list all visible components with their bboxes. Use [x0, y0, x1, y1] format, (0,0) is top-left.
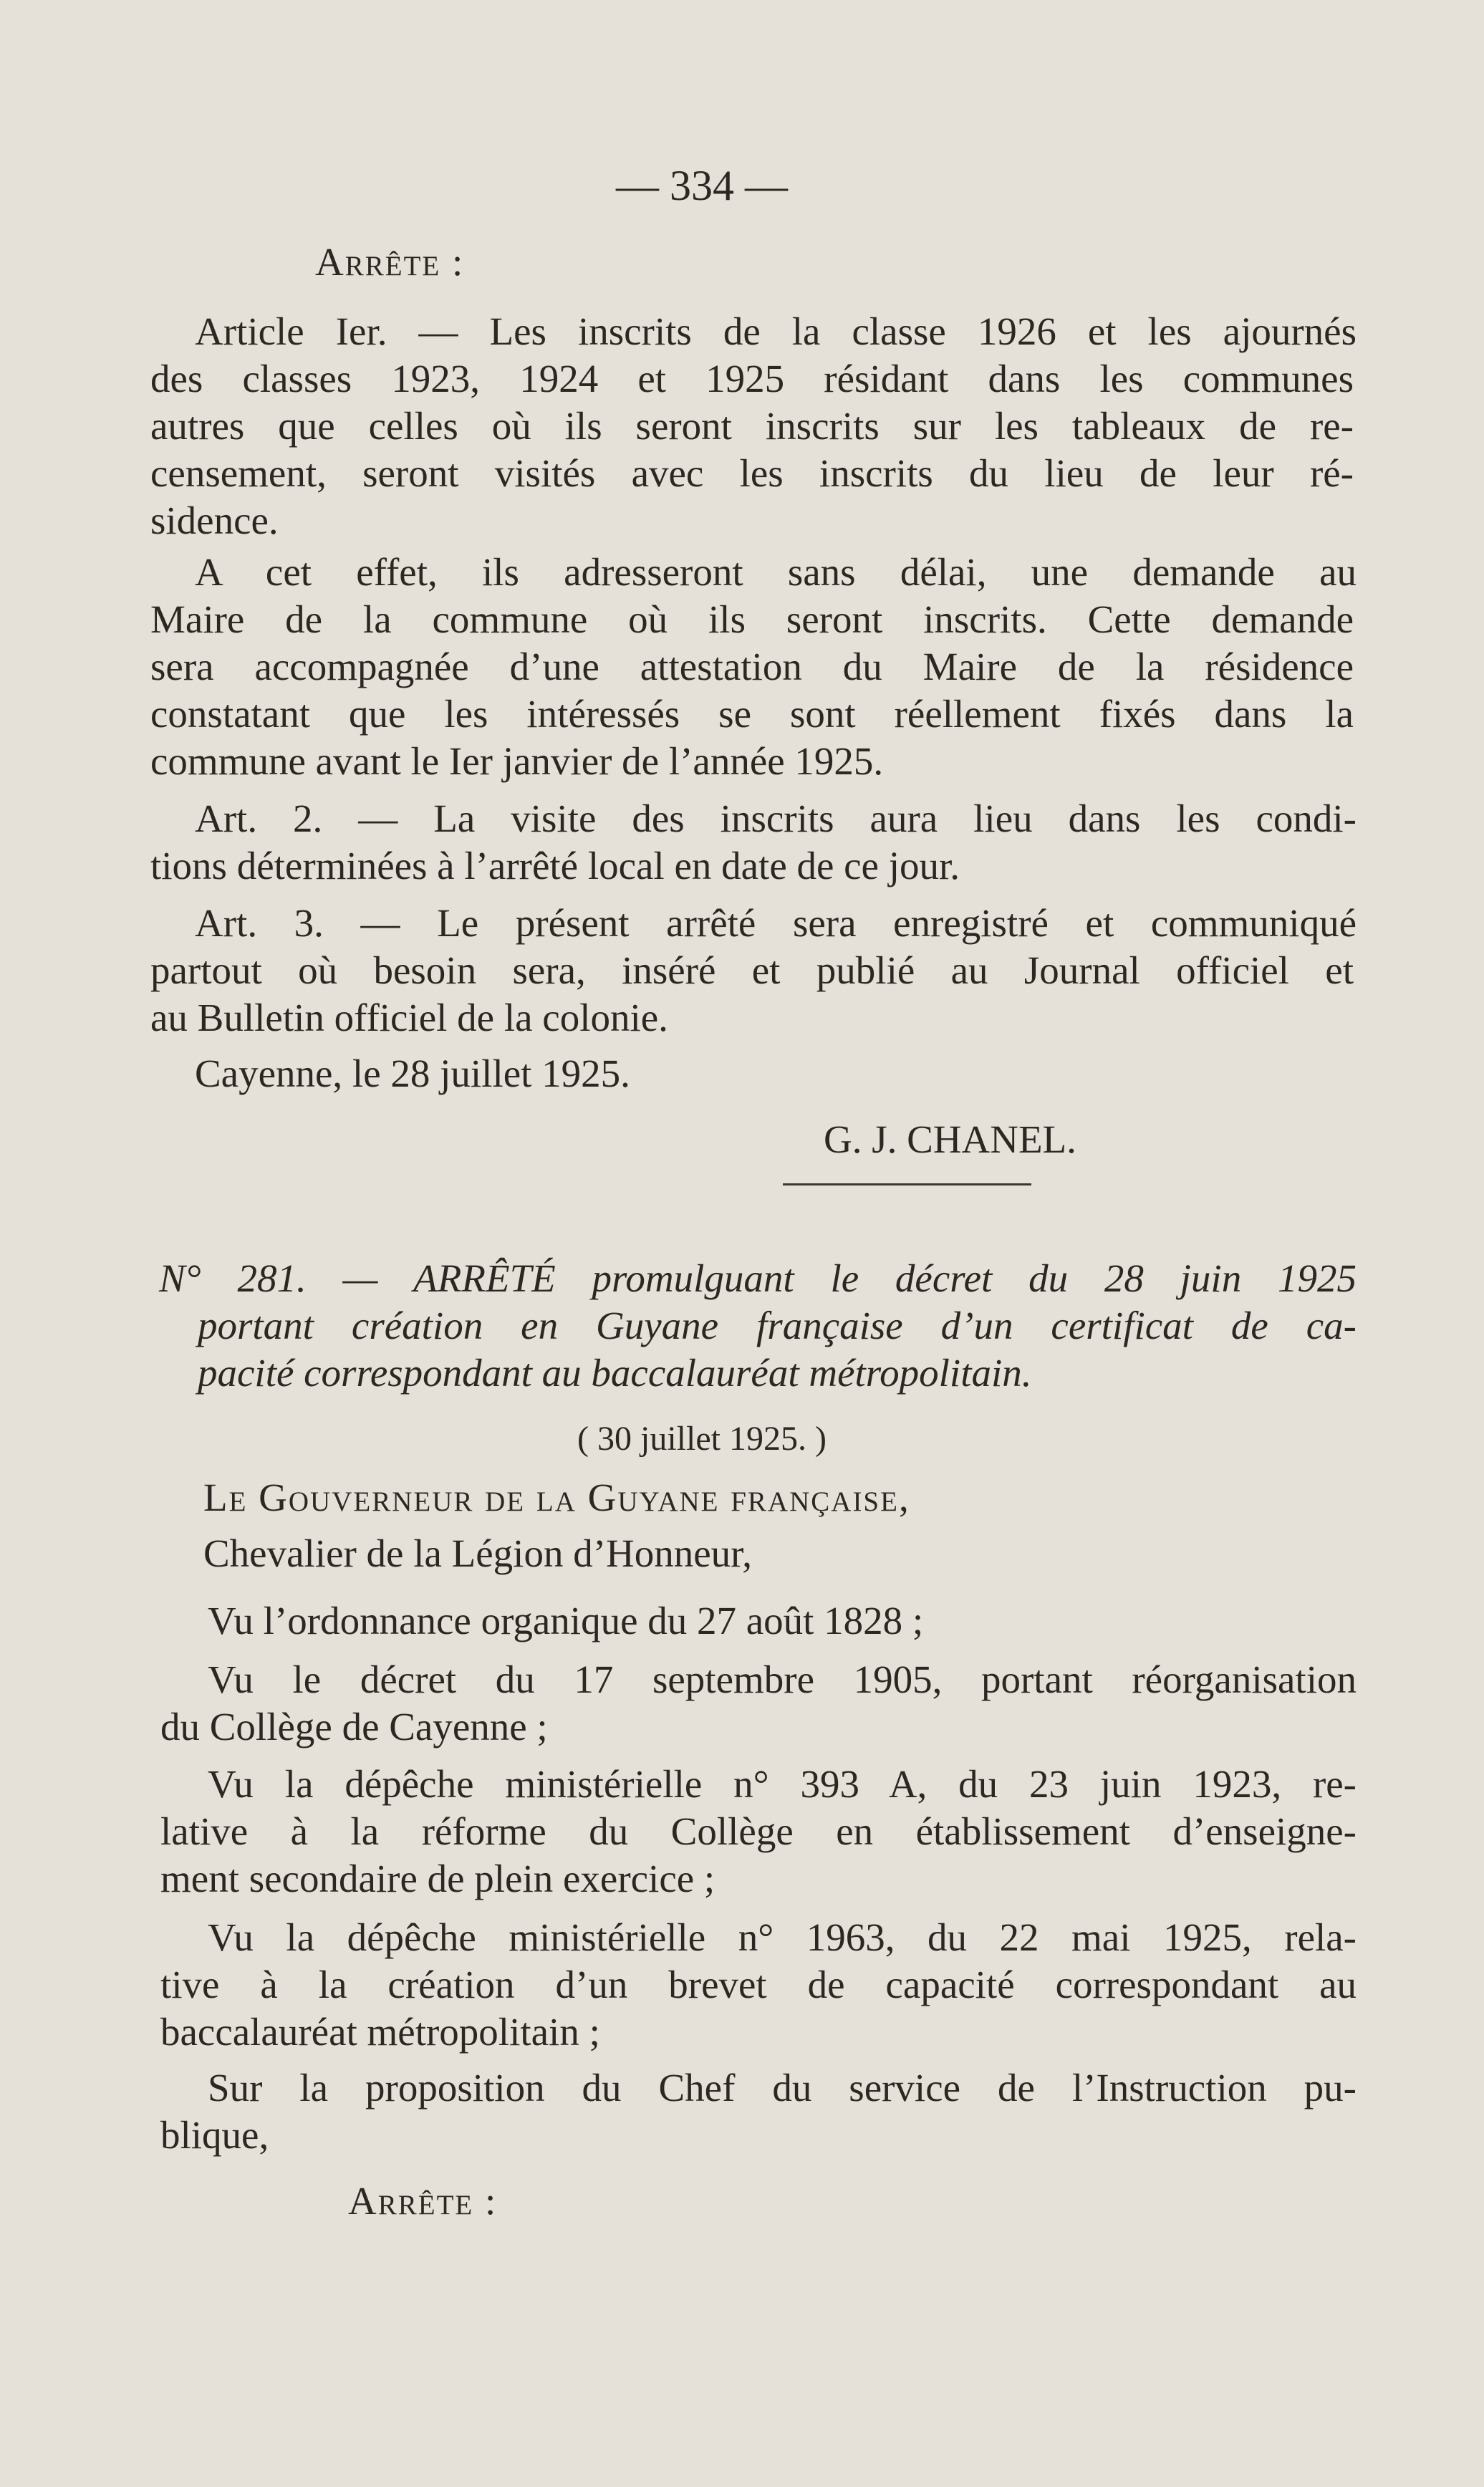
decree-date: ( 30 juillet 1925. ): [577, 1420, 827, 1458]
text-line: tions déterminées à l’arrêté local en date de ce jour.: [150, 844, 960, 887]
preamble-line: Le Gouverneur de la Guyane française,: [203, 1476, 910, 1519]
text-line: Vu le décret du 17 septembre 1905, portant réorganisation: [208, 1658, 1357, 1701]
text-line: Vu la dépêche ministérielle n° 393 A, du 23 juin 1923, re-: [208, 1762, 1357, 1806]
text-line: Sur la proposition du Chef du service de l’Instruction pu-: [208, 2066, 1357, 2110]
text-line: baccalauréat métropolitain ;: [160, 2010, 600, 2054]
text-line: Article Ier. — Les inscrits de la classe 1926 et les ajournés: [195, 309, 1357, 353]
text-line: tive à la création d’un brevet de capacité correspondant au: [160, 1963, 1357, 2006]
text-line: Vu l’ordonnance organique du 27 août 1828 ;: [208, 1599, 924, 1642]
text-line: du Collège de Cayenne ;: [160, 1705, 548, 1748]
title-line: pacité correspondant au baccalauréat métropolitain.: [198, 1351, 1032, 1395]
text-line: Maire de la commune où ils seront inscrits. Cette demande: [150, 597, 1354, 641]
text-line: censement, seront visités avec les inscrits du lieu de leur ré-: [150, 451, 1354, 495]
text-line: Vu la dépêche ministérielle n° 1963, du 22 mai 1925, rela-: [208, 1915, 1357, 1959]
text-line: A cet effet, ils adresseront sans délai, une demande au: [195, 550, 1357, 594]
text-line: partout où besoin sera, inséré et publié au Journal officiel et: [150, 948, 1354, 992]
text-line: des classes 1923, 1924 et 1925 résidant dans les communes: [150, 357, 1354, 400]
text-line: lative à la réforme du Collège en établissement d’enseigne-: [160, 1809, 1357, 1853]
text-line: Art. 3. — Le présent arrêté sera enregistré et communiqué: [195, 901, 1357, 945]
text-line: au Bulletin officiel de la colonie.: [150, 996, 668, 1039]
text-line: Art. 2. — La visite des inscrits aura lieu dans les condi-: [195, 797, 1357, 840]
title-line: N° 281. — ARRÊTÉ promulguant le décret du 28 juin 1925: [159, 1256, 1357, 1300]
text-line: autres que celles où ils seront inscrits sur les tableaux de re-: [150, 404, 1354, 448]
section1-heading: Arrête :: [315, 240, 465, 284]
page-number: — 334 —: [616, 162, 788, 209]
text-line: blique,: [160, 2113, 269, 2157]
text-line: constatant que les intéressés se sont réellement fixés dans la: [150, 692, 1354, 736]
text-line: ment secondaire de plein exercice ;: [160, 1857, 716, 1900]
text-line: sera accompagnée d’une attestation du Maire de la résidence: [150, 645, 1354, 688]
signature: G. J. CHANEL.: [824, 1117, 1076, 1161]
text-line: Cayenne, le 28 juillet 1925.: [195, 1052, 630, 1095]
section2-heading: Arrête :: [348, 2179, 498, 2223]
section-divider: [783, 1183, 1031, 1185]
preamble-line: Chevalier de la Légion d’Honneur,: [203, 1531, 752, 1575]
title-line: portant création en Guyane française d’un certificat de ca-: [198, 1304, 1357, 1347]
text-line: commune avant le Ier janvier de l’année 1925.: [150, 739, 884, 783]
text-line: sidence.: [150, 499, 279, 542]
